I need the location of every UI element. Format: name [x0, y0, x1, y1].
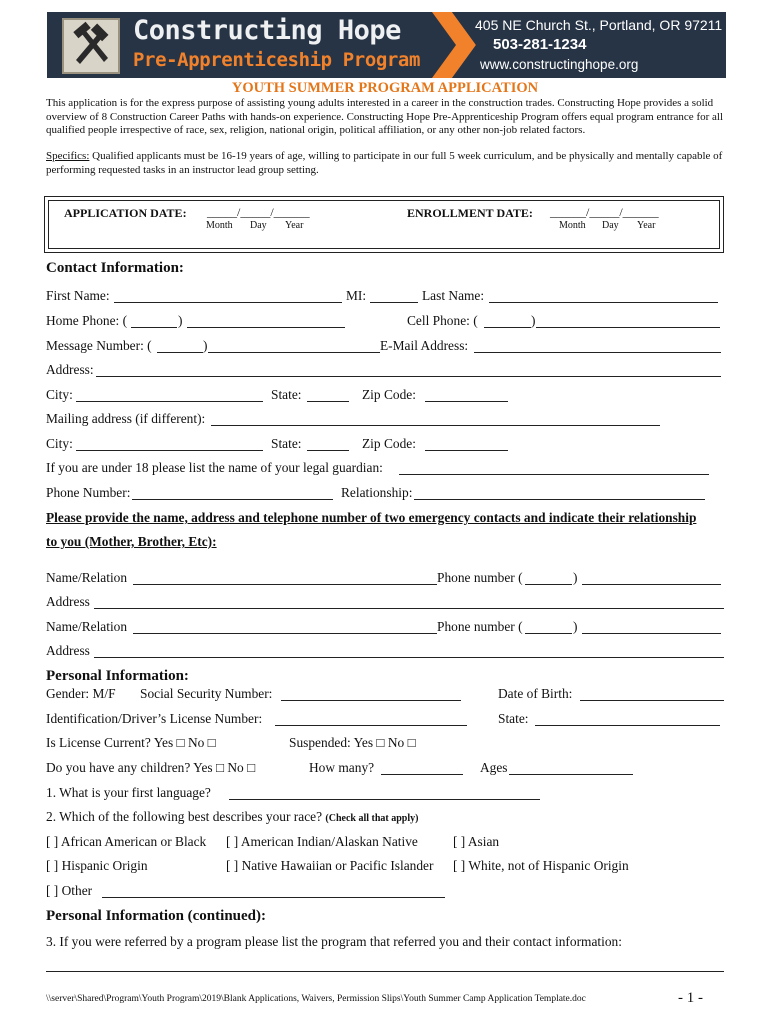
mi-label: MI: [346, 288, 367, 303]
guardian-label: If you are under 18 please list the name of your legal guardian: [46, 460, 383, 475]
race-question-text: 2. Which of the following best describes your race? [46, 809, 323, 824]
emergency2-phone-input[interactable] [582, 633, 721, 634]
intro-paragraph: This application is for the express purpose of assisting young adults interested in a career in the construction trades. Constructing Hope provides a solid overview of 8 Construction Career Paths with hands-on experience. Constructing Hope Pre-Apprenticeship Program offers equal program entrance for all qualified people irrespective of race, sex, religion, national origin, political affiliation, or any other non-job related factors. [46, 97, 724, 136]
home-phone-area-input[interactable] [131, 327, 177, 328]
referral-input[interactable] [46, 971, 724, 972]
race-american-indian-checkbox[interactable]: [ ] American Indian/Alaskan Native [226, 834, 418, 849]
ssn-input[interactable] [281, 700, 461, 701]
emergency1-phone-label: Phone number ( [437, 570, 523, 585]
city-label: City: [46, 387, 73, 402]
emergency2-name-label: Name/Relation [46, 619, 128, 634]
enroll-month-label: Month [559, 220, 586, 231]
specifics-text: Qualified applicants must be 16-19 years of age, willing to participate in our full 5 week curriculum, and be physically and mentally capable of performing requested tasks in an instructor lead group setting. [46, 150, 723, 176]
cell-phone-paren: ) [531, 313, 536, 328]
race-native-hawaiian-checkbox[interactable]: [ ] Native Hawaiian or Pacific Islander [226, 858, 434, 873]
app-day-label: Day [250, 220, 267, 231]
home-phone-paren: ) [178, 313, 183, 328]
header-website: www.constructinghope.org [480, 57, 639, 72]
program-name: Pre-Apprenticeship Program [133, 49, 421, 71]
address-label: Address: [46, 362, 94, 377]
header-phone: 503-281-1234 [493, 36, 587, 53]
header-address: 405 NE Church St., Portland, OR 97211 [475, 17, 723, 33]
emergency1-name-input[interactable] [133, 584, 437, 585]
first-name-label: First Name: [46, 288, 110, 303]
emergency1-address-input[interactable] [94, 608, 724, 609]
cell-phone-label: Cell Phone: ( [407, 313, 478, 328]
application-date-field[interactable]: _____/_____/______ [207, 205, 310, 219]
page-title: YOUTH SUMMER PROGRAM APPLICATION [231, 80, 539, 96]
race-white-checkbox[interactable]: [ ] White, not of Hispanic Origin [453, 858, 629, 873]
home-phone-label: Home Phone: ( [46, 313, 128, 328]
emergency2-address-label: Address [46, 643, 90, 658]
emergency1-name-label: Name/Relation [46, 570, 128, 585]
dob-input[interactable] [580, 700, 724, 701]
license-state-label: State: [498, 711, 529, 726]
how-many-input[interactable] [381, 774, 463, 775]
mailing-address-input[interactable] [211, 425, 660, 426]
enrollment-date-field[interactable]: ______/_____/______ [550, 205, 659, 219]
emergency2-phone-paren: ) [573, 619, 578, 634]
emergency1-phone-paren: ) [573, 570, 578, 585]
state-input[interactable] [307, 401, 349, 402]
ages-label: Ages [480, 760, 508, 775]
race-hispanic-checkbox[interactable]: [ ] Hispanic Origin [46, 858, 148, 873]
emergency2-phone-label: Phone number ( [437, 619, 523, 634]
relationship-label: Relationship: [341, 485, 413, 500]
license-state-input[interactable] [535, 725, 720, 726]
footer-file-path: \\server\Shared\Program\Youth Program\2019\Blank Applications, Waivers, Permission Slips\Youth Summer Camp Application Template.doc [46, 994, 586, 1004]
how-many-label: How many? [309, 760, 375, 775]
emergency1-phone-area-input[interactable] [525, 584, 572, 585]
race-question-note: (Check all that apply) [325, 813, 419, 824]
zip-label: Zip Code: [362, 387, 416, 402]
race-question [46, 809, 418, 825]
mi-input[interactable] [370, 302, 418, 303]
dob-label: Date of Birth: [498, 686, 573, 701]
state-label: State: [271, 387, 302, 402]
race-asian-checkbox[interactable]: [ ] Asian [453, 834, 500, 849]
city-input[interactable] [76, 401, 263, 402]
mailing-city-input[interactable] [76, 450, 263, 451]
mailing-address-label: Mailing address (if different): [46, 411, 206, 426]
gender-label: Gender: M/F [46, 686, 116, 701]
relationship-input[interactable] [414, 499, 705, 500]
license-current-checkboxes[interactable]: Is License Current? Yes □ No □ [46, 735, 216, 750]
guardian-phone-label: Phone Number: [46, 485, 131, 500]
emergency2-phone-area-input[interactable] [525, 633, 572, 634]
app-month-label: Month [206, 220, 233, 231]
brand-name: Constructing Hope [133, 15, 401, 46]
hammer-logo-icon [62, 18, 120, 74]
emergency2-name-input[interactable] [133, 633, 437, 634]
enrollment-date-label: ENROLLMENT DATE: [407, 206, 533, 220]
app-year-label: Year [285, 220, 304, 231]
emergency-instructions-1: Please provide the name, address and telephone number of two emergency contacts and indicate their relationship [46, 510, 697, 525]
race-other-checkbox[interactable]: [ ] Other [46, 883, 93, 898]
email-label: E-Mail Address: [380, 338, 469, 353]
message-number-label: Message Number: ( [46, 338, 152, 353]
page-number: - 1 - [678, 990, 703, 1006]
license-label: Identification/Driver’s License Number: [46, 711, 263, 726]
cell-phone-area-input[interactable] [484, 327, 531, 328]
emergency1-phone-input[interactable] [582, 584, 721, 585]
race-african-american-checkbox[interactable]: [ ] African American or Black [46, 834, 207, 849]
guardian-input[interactable] [399, 474, 709, 475]
mailing-zip-label: Zip Code: [362, 436, 416, 451]
guardian-phone-input[interactable] [132, 499, 333, 500]
enroll-day-label: Day [602, 220, 619, 231]
personal-continued-heading: Personal Information (continued): [46, 908, 266, 924]
emergency-instructions-2: to you (Mother, Brother, Etc): [46, 534, 217, 549]
children-checkboxes[interactable]: Do you have any children? Yes □ No □ [46, 760, 256, 775]
license-input[interactable] [275, 725, 467, 726]
cell-phone-input[interactable] [536, 327, 720, 328]
emergency1-address-label: Address [46, 594, 90, 609]
message-paren: ) [203, 338, 208, 353]
mailing-zip-input[interactable] [425, 450, 508, 451]
mailing-state-input[interactable] [307, 450, 349, 451]
specifics-paragraph [46, 150, 726, 177]
zip-input[interactable] [425, 401, 508, 402]
address-input[interactable] [96, 376, 721, 377]
mailing-city-label: City: [46, 436, 73, 451]
suspended-checkboxes[interactable]: Suspended: Yes □ No □ [289, 735, 416, 750]
last-name-input[interactable] [489, 302, 718, 303]
mailing-state-label: State: [271, 436, 302, 451]
specifics-label: Specifics: [46, 150, 90, 162]
last-name-label: Last Name: [422, 288, 485, 303]
email-input[interactable] [474, 352, 721, 353]
ssn-label: Social Security Number: [140, 686, 273, 701]
enroll-year-label: Year [637, 220, 656, 231]
first-language-label: 1. What is your first language? [46, 785, 211, 800]
message-area-input[interactable] [157, 352, 203, 353]
ages-input[interactable] [509, 774, 633, 775]
first-language-input[interactable] [229, 799, 540, 800]
first-name-input[interactable] [114, 302, 342, 303]
referral-question: 3. If you were referred by a program please list the program that referred you and their contact information: [46, 934, 622, 949]
contact-heading: Contact Information: [46, 260, 184, 276]
application-date-label: APPLICATION DATE: [64, 206, 187, 220]
emergency2-address-input[interactable] [94, 657, 724, 658]
race-other-input[interactable] [102, 897, 445, 898]
home-phone-input[interactable] [187, 327, 345, 328]
message-number-input[interactable] [208, 352, 380, 353]
personal-heading: Personal Information: [46, 668, 189, 684]
